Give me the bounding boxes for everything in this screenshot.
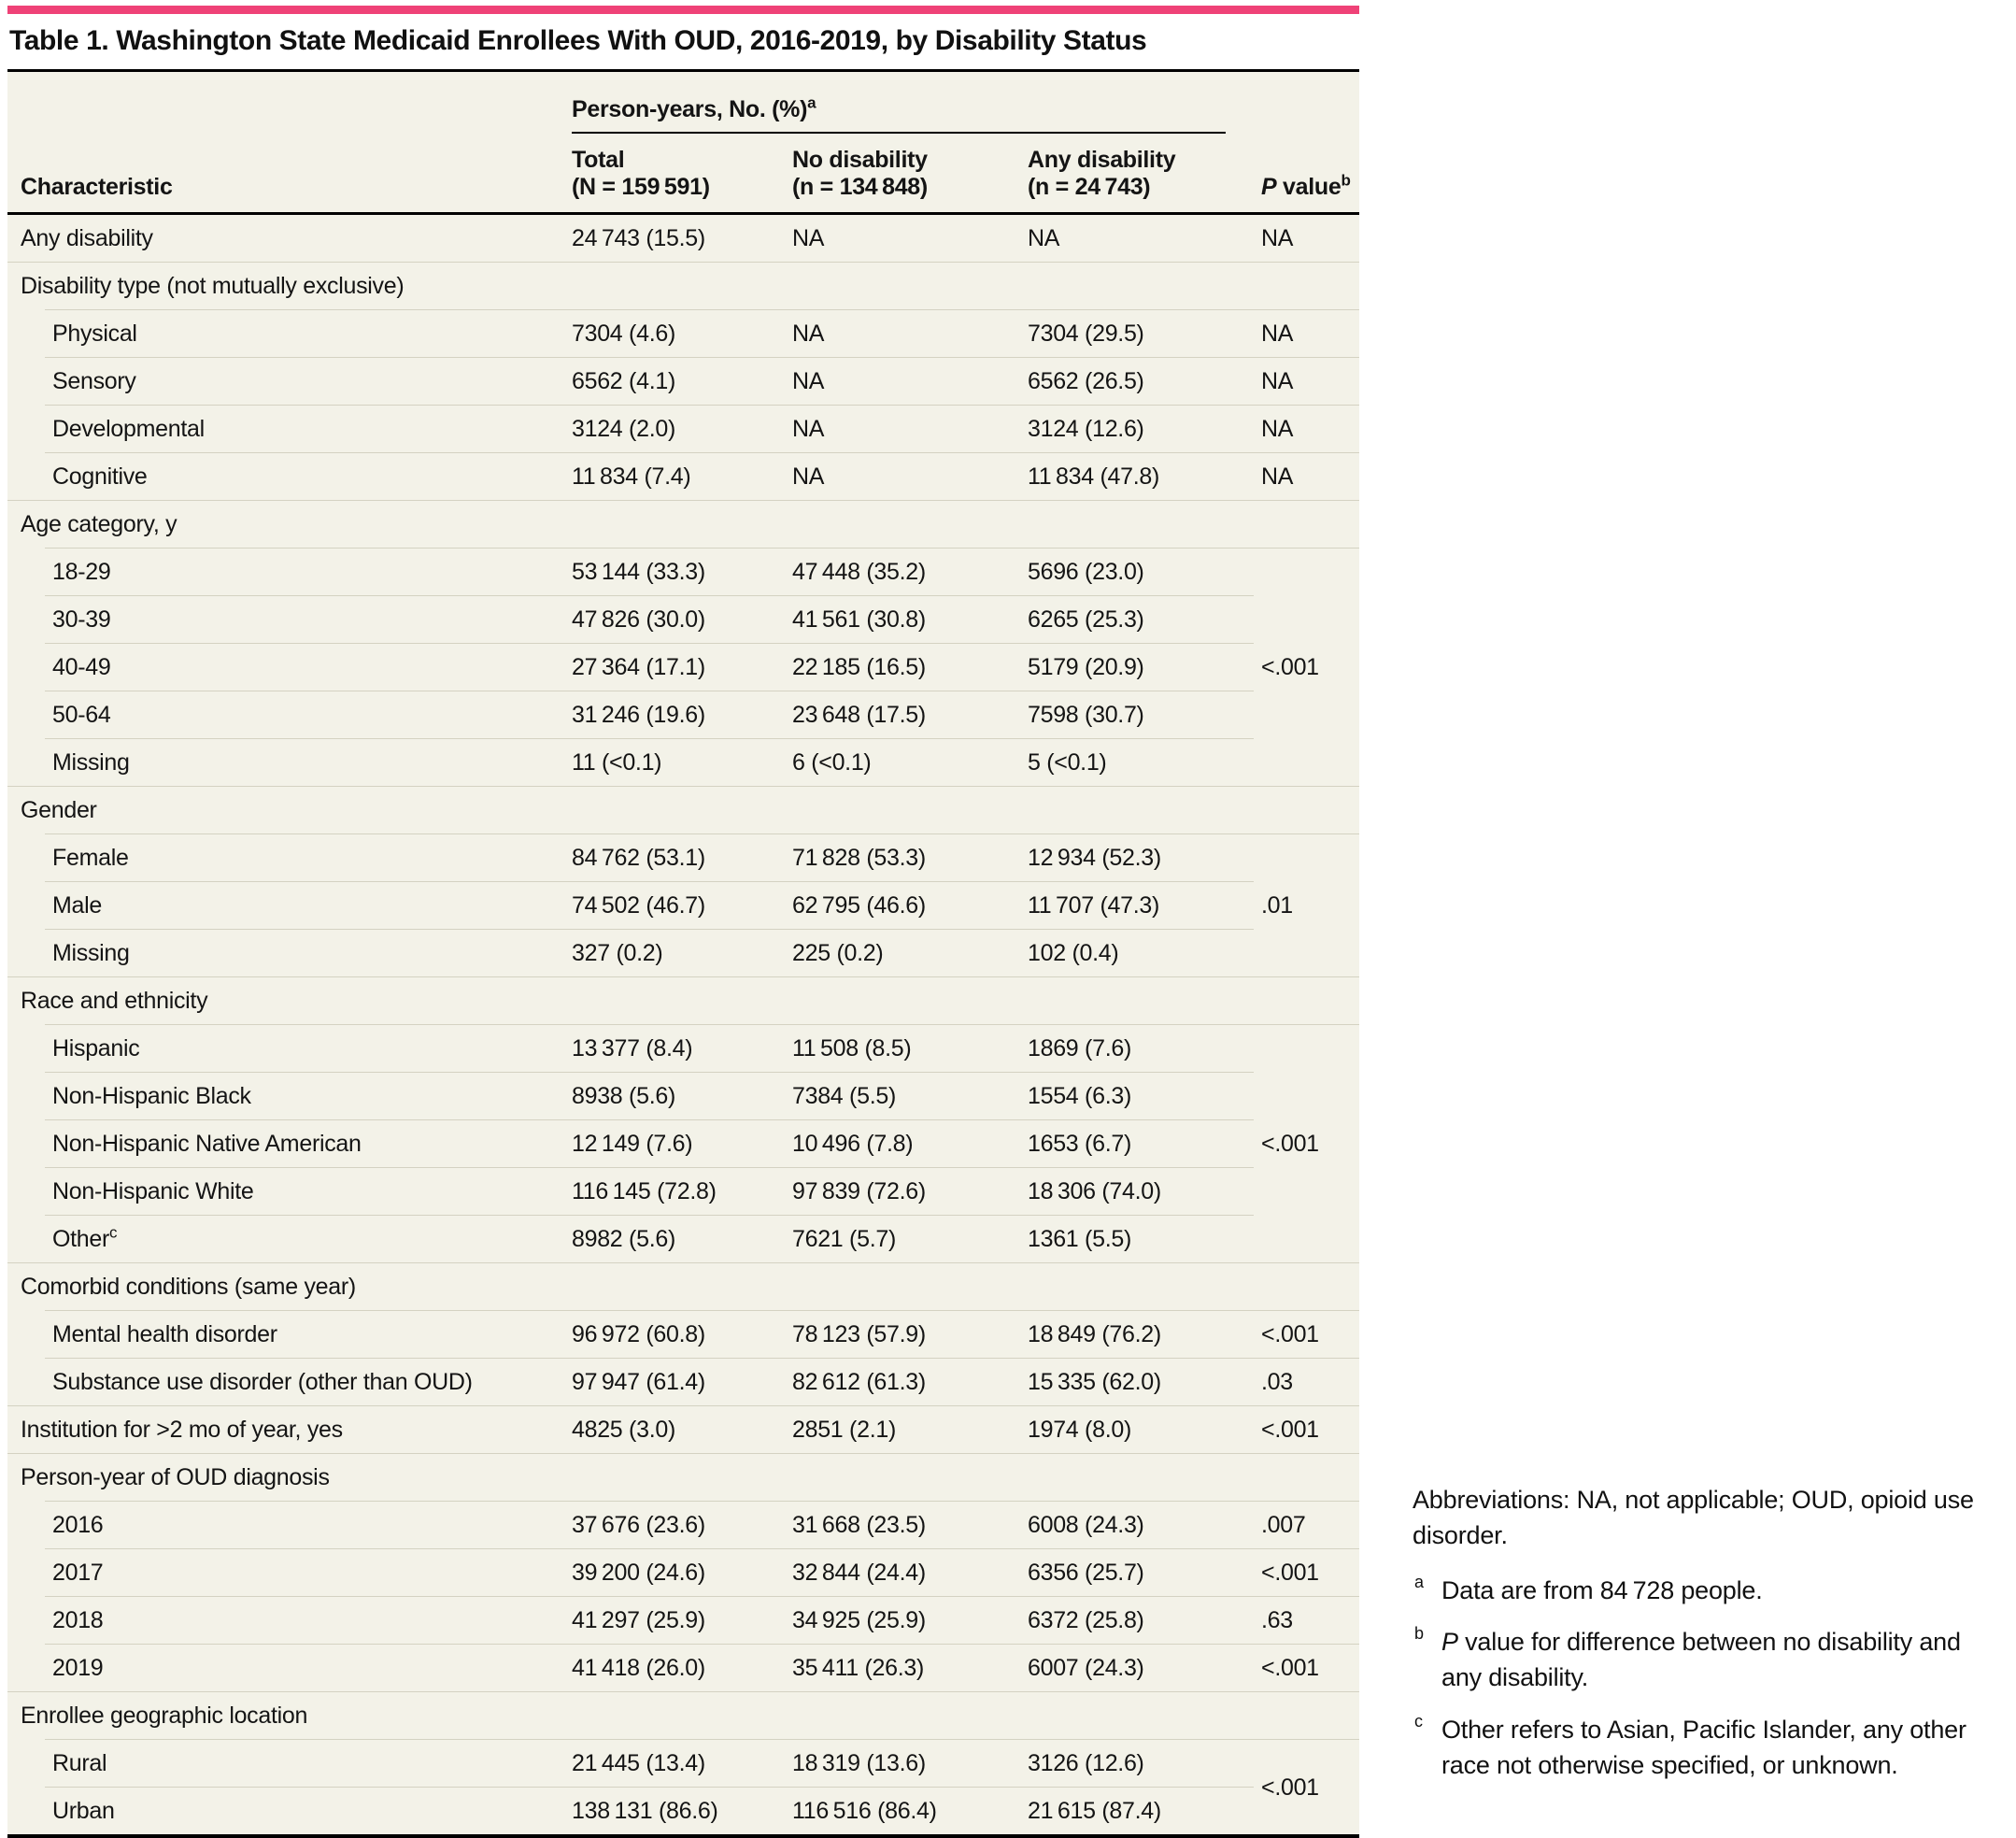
row-label-text: Cognitive [52, 463, 148, 490]
cell-total: 8938 (5.6) [564, 1072, 785, 1119]
section-row [7, 786, 1359, 834]
table-row [7, 1644, 1359, 1691]
cell-total: 41 418 (26.0) [564, 1644, 785, 1691]
cell-no-disability: NA [785, 309, 1020, 357]
cell-no-disability: 7621 (5.7) [785, 1215, 1020, 1262]
cell-p-value: .63 [1254, 1596, 1359, 1644]
cell-p-value: <.001 [1254, 1405, 1359, 1453]
cell-no-disability: 35 411 (26.3) [785, 1644, 1020, 1691]
row-label [7, 738, 564, 786]
row-label [7, 643, 564, 691]
cell-p-value: <.001 [1254, 1548, 1359, 1596]
row-label [7, 1119, 564, 1167]
section-row [7, 976, 1359, 1024]
row-label [7, 405, 564, 452]
cell-p-value: .01 [1254, 834, 1359, 976]
cell-any-disability: 5179 (20.9) [1020, 643, 1254, 691]
cell-no-disability: 225 (0.2) [785, 929, 1020, 976]
cell-any-disability: NA [1028, 225, 1060, 251]
cell-no-disability: 10 496 (7.8) [785, 1119, 1020, 1167]
cell-p-value: NA [1254, 357, 1359, 405]
cell-no-disability: 62 795 (46.6) [785, 881, 1020, 929]
cell-total: 3124 (2.0) [564, 405, 785, 452]
row-label [7, 309, 564, 357]
row-label-text: Substance use disorder (other than OUD) [52, 1368, 473, 1395]
cell-total: 53 144 (33.3) [564, 548, 785, 595]
medicaid-oud-table [7, 69, 1359, 1838]
footnote-b-marker: b [1414, 1623, 1424, 1643]
accent-bar [7, 6, 1359, 14]
cell-no-disability: 71 828 (53.3) [785, 834, 1020, 881]
cell-p-value: .03 [1254, 1358, 1359, 1405]
cell-no-disability: 7384 (5.5) [785, 1072, 1020, 1119]
cell-total: 12 149 (7.6) [564, 1119, 785, 1167]
col-header-no-disability-line2: (n = 134 848) [792, 174, 928, 200]
footnote-a [1413, 1573, 1996, 1608]
row-label-text: Non-Hispanic Native American [52, 1130, 362, 1157]
row-label-text: Non-Hispanic Black [52, 1082, 251, 1109]
cell-p-value: NA [1254, 405, 1359, 452]
cell-no-disability: 18 319 (13.6) [785, 1739, 1020, 1787]
cell-any-disability: 21 615 (87.4) [1020, 1787, 1254, 1834]
row-label [7, 834, 564, 881]
cell-total: 97 947 (61.4) [564, 1358, 785, 1405]
table-row [7, 738, 1359, 786]
section-label: Person-year of OUD diagnosis [7, 1453, 1359, 1501]
cell-p-value: <.001 [1254, 1024, 1359, 1262]
cell-any-disability: 11 834 (47.8) [1020, 452, 1254, 500]
cell-total: 96 972 (60.8) [564, 1310, 785, 1358]
cell-no-disability: 82 612 (61.3) [785, 1358, 1020, 1405]
row-label-text: Other [52, 1225, 110, 1252]
footnote-c-text: Other refers to Asian, Pacific Islander, any other race not otherwise specified, or unknown. [1441, 1715, 1966, 1779]
cell-total: 37 676 (23.6) [564, 1501, 785, 1548]
cell-total: 84 762 (53.1) [564, 834, 785, 881]
abbreviations-note: Abbreviations: NA, not applicable; OUD, opioid use disorder. [1413, 1486, 1974, 1550]
table-row [7, 309, 1359, 357]
footnotes [1413, 1482, 1996, 1783]
cell-any-disability: 6265 (25.3) [1020, 595, 1254, 643]
table-row [7, 643, 1359, 691]
table-row [7, 595, 1359, 643]
row-label [7, 881, 564, 929]
col-header-total-line2: (N = 159 591) [572, 174, 710, 200]
cell-p-value: <.001 [1254, 548, 1359, 786]
row-label [7, 1405, 564, 1453]
p-header-italic: P [1261, 174, 1277, 200]
section-label: Gender [7, 786, 1359, 834]
table-row [7, 405, 1359, 452]
cell-any-disability: 3126 (12.6) [1020, 1739, 1254, 1787]
table-title: Table 1. Washington State Medicaid Enrollees With OUD, 2016-2019, by Disability Status [9, 25, 1147, 56]
row-label-text: Physical [52, 320, 137, 347]
col-header-any-disability [1020, 134, 1254, 215]
row-label [7, 691, 564, 738]
cell-total: 4825 (3.0) [564, 1405, 785, 1453]
table-row [7, 1024, 1359, 1072]
cell-no-disability: NA [785, 357, 1020, 405]
row-label-text: 30-39 [52, 606, 111, 633]
row-label [7, 548, 564, 595]
row-label [7, 1024, 564, 1072]
row-label-text: 40-49 [52, 653, 111, 680]
cell-p-value: .007 [1254, 1501, 1359, 1548]
section-label: Comorbid conditions (same year) [7, 1262, 1359, 1310]
table-row [7, 1072, 1359, 1119]
section-label: Age category, y [7, 500, 1359, 548]
table-row [7, 215, 1359, 262]
cell-total: 116 145 (72.8) [564, 1167, 785, 1215]
cell-any-disability: 7304 (29.5) [1020, 309, 1254, 357]
table-row [7, 834, 1359, 881]
cell-any-disability: 3124 (12.6) [1020, 405, 1254, 452]
col-header-no-disability-line1: No disability [792, 147, 928, 173]
cell-p-value: NA [1254, 309, 1359, 357]
cell-any-disability: 1869 (7.6) [1020, 1024, 1254, 1072]
row-label-text: Mental health disorder [52, 1320, 277, 1347]
table-row [7, 1787, 1359, 1834]
cell-any-disability: 5696 (23.0) [1020, 548, 1254, 595]
cell-any-disability: 1361 (5.5) [1020, 1215, 1254, 1262]
row-label [7, 1215, 564, 1262]
row-label-text: Institution for >2 mo of year, yes [21, 1417, 343, 1443]
table-row [7, 929, 1359, 976]
section-label: Disability type (not mutually exclusive) [7, 262, 1359, 309]
cell-total: 24 743 (15.5) [572, 225, 705, 251]
group-header-text [572, 93, 1226, 134]
row-label-text: Developmental [52, 415, 205, 442]
cell-p-value: <.001 [1254, 1310, 1359, 1358]
cell-p-value: NA [1261, 225, 1294, 251]
table-body [7, 215, 1359, 1834]
row-label-text: 2019 [52, 1654, 104, 1681]
col-header-no-disability [785, 134, 1020, 215]
cell-total: 21 445 (13.4) [564, 1739, 785, 1787]
row-label-text: Missing [52, 939, 130, 966]
table-row [7, 1405, 1359, 1453]
table-row [7, 1167, 1359, 1215]
row-label-text: Rural [52, 1749, 107, 1776]
row-label-text: 18-29 [52, 558, 111, 585]
group-header-spacer-right [1254, 72, 1359, 134]
cell-no-disability: 34 925 (25.9) [785, 1596, 1020, 1644]
cell-no-disability: 23 648 (17.5) [785, 691, 1020, 738]
cell-any-disability: 1653 (6.7) [1020, 1119, 1254, 1167]
col-header-any-disability-line1: Any disability [1028, 147, 1176, 173]
section-row [7, 1453, 1359, 1501]
row-label-text: Missing [52, 748, 130, 776]
cell-any-disability: 11 707 (47.3) [1020, 881, 1254, 929]
col-header-characteristic: Characteristic [7, 134, 564, 215]
cell-total: 31 246 (19.6) [564, 691, 785, 738]
cell-no-disability: 31 668 (23.5) [785, 1501, 1020, 1548]
footnote-c [1413, 1712, 1996, 1784]
cell-no-disability: NA [792, 225, 825, 251]
table-row [7, 357, 1359, 405]
cell-total: 74 502 (46.7) [564, 881, 785, 929]
table-block [7, 6, 1359, 1838]
cell-total: 6562 (4.1) [564, 357, 785, 405]
row-label-text: 2018 [52, 1606, 104, 1633]
row-label [7, 1167, 564, 1215]
cell-no-disability: 22 185 (16.5) [785, 643, 1020, 691]
cell-any-disability: 12 934 (52.3) [1020, 834, 1254, 881]
cell-no-disability: 47 448 (35.2) [785, 548, 1020, 595]
row-label-text: 2017 [52, 1559, 104, 1586]
cell-any-disability: 18 306 (74.0) [1020, 1167, 1254, 1215]
table-row [7, 1358, 1359, 1405]
row-label-text: Hispanic [52, 1034, 140, 1061]
cell-any-disability: 6356 (25.7) [1020, 1548, 1254, 1596]
table-row [7, 1215, 1359, 1262]
row-label [7, 929, 564, 976]
cell-no-disability: 11 508 (8.5) [785, 1024, 1020, 1072]
cell-any-disability: 6562 (26.5) [1020, 357, 1254, 405]
table-row [7, 1739, 1359, 1787]
row-label [7, 595, 564, 643]
cell-no-disability: 41 561 (30.8) [785, 595, 1020, 643]
table-row [7, 1548, 1359, 1596]
footnote-a-text: Data are from 84 728 people. [1441, 1575, 1763, 1604]
group-header-spacer [7, 72, 564, 134]
row-label [7, 1310, 564, 1358]
cell-no-disability: NA [785, 452, 1020, 500]
row-label [7, 1596, 564, 1644]
row-label-text: Non-Hispanic White [52, 1177, 254, 1204]
footnote-b-italic: P [1441, 1627, 1458, 1656]
section-row [7, 500, 1359, 548]
section-label: Race and ethnicity [7, 976, 1359, 1024]
cell-p-value: <.001 [1254, 1644, 1359, 1691]
row-label [7, 215, 564, 262]
row-label-sup: c [109, 1223, 118, 1242]
table-row [7, 1119, 1359, 1167]
section-row [7, 262, 1359, 309]
col-header-total-line1: Total [572, 147, 625, 173]
row-label [7, 1501, 564, 1548]
row-label-text: Sensory [52, 367, 136, 394]
row-label-text: Male [52, 891, 102, 919]
section-row [7, 1262, 1359, 1310]
cell-any-disability: 15 335 (62.0) [1020, 1358, 1254, 1405]
group-header-sup: a [807, 93, 816, 112]
row-label [7, 1787, 564, 1834]
column-header-row [7, 134, 1359, 215]
table-row [7, 691, 1359, 738]
table-header [7, 72, 1359, 215]
cell-total: 8982 (5.6) [564, 1215, 785, 1262]
cell-no-disability: 116 516 (86.4) [785, 1787, 1020, 1834]
footnote-a-marker: a [1414, 1572, 1424, 1591]
cell-total: 11 834 (7.4) [564, 452, 785, 500]
cell-any-disability: 6372 (25.8) [1020, 1596, 1254, 1644]
row-label [7, 1548, 564, 1596]
row-label [7, 1644, 564, 1691]
table-row [7, 452, 1359, 500]
row-label-text: Female [52, 844, 129, 871]
cell-total: 13 377 (8.4) [564, 1024, 785, 1072]
section-row [7, 1691, 1359, 1739]
row-label [7, 357, 564, 405]
cell-any-disability: 6007 (24.3) [1020, 1644, 1254, 1691]
footnote-c-marker: c [1414, 1711, 1423, 1731]
cell-no-disability: 2851 (2.1) [785, 1405, 1020, 1453]
cell-total: 11 (<0.1) [564, 738, 785, 786]
cell-total: 7304 (4.6) [564, 309, 785, 357]
cell-p-value: <.001 [1254, 1739, 1359, 1834]
group-header-cell [564, 72, 1254, 134]
cell-any-disability: 1554 (6.3) [1020, 1072, 1254, 1119]
table-row [7, 1310, 1359, 1358]
row-label-text: 50-64 [52, 701, 111, 728]
cell-total: 27 364 (17.1) [564, 643, 785, 691]
cell-total: 41 297 (25.9) [564, 1596, 785, 1644]
cell-p-value: NA [1254, 452, 1359, 500]
col-header-any-disability-line2: (n = 24 743) [1028, 174, 1151, 200]
cell-total: 327 (0.2) [564, 929, 785, 976]
footnote-b-text: value for difference between no disability and any disability. [1441, 1627, 1961, 1692]
table-row [7, 1501, 1359, 1548]
footnote-b [1413, 1624, 1996, 1696]
table-row [7, 1596, 1359, 1644]
row-label [7, 1072, 564, 1119]
cell-any-disability: 5 (<0.1) [1020, 738, 1254, 786]
row-label [7, 1739, 564, 1787]
group-header-label: Person-years, No. (%) [572, 96, 808, 122]
section-label: Enrollee geographic location [7, 1691, 1359, 1739]
row-label [7, 452, 564, 500]
row-label [7, 1358, 564, 1405]
cell-total: 47 826 (30.0) [564, 595, 785, 643]
table-row [7, 548, 1359, 595]
cell-no-disability: 97 839 (72.6) [785, 1167, 1020, 1215]
table-row [7, 881, 1359, 929]
cell-no-disability: 78 123 (57.9) [785, 1310, 1020, 1358]
cell-any-disability: 1974 (8.0) [1020, 1405, 1254, 1453]
col-header-total [564, 134, 785, 215]
cell-any-disability: 18 849 (76.2) [1020, 1310, 1254, 1358]
cell-any-disability: 7598 (30.7) [1020, 691, 1254, 738]
cell-no-disability: 32 844 (24.4) [785, 1548, 1020, 1596]
row-label-text: Any disability [21, 225, 153, 251]
p-header-rest: value [1276, 174, 1342, 200]
cell-any-disability: 102 (0.4) [1020, 929, 1254, 976]
row-label-text: 2016 [52, 1511, 104, 1538]
group-header-row [7, 72, 1359, 134]
cell-total: 39 200 (24.6) [564, 1548, 785, 1596]
cell-no-disability: 6 (<0.1) [785, 738, 1020, 786]
col-header-p-value [1254, 134, 1359, 215]
cell-no-disability: NA [785, 405, 1020, 452]
cell-total: 138 131 (86.6) [564, 1787, 785, 1834]
row-label-text: Urban [52, 1797, 115, 1824]
cell-any-disability: 6008 (24.3) [1020, 1501, 1254, 1548]
p-header-sup: b [1341, 171, 1351, 190]
